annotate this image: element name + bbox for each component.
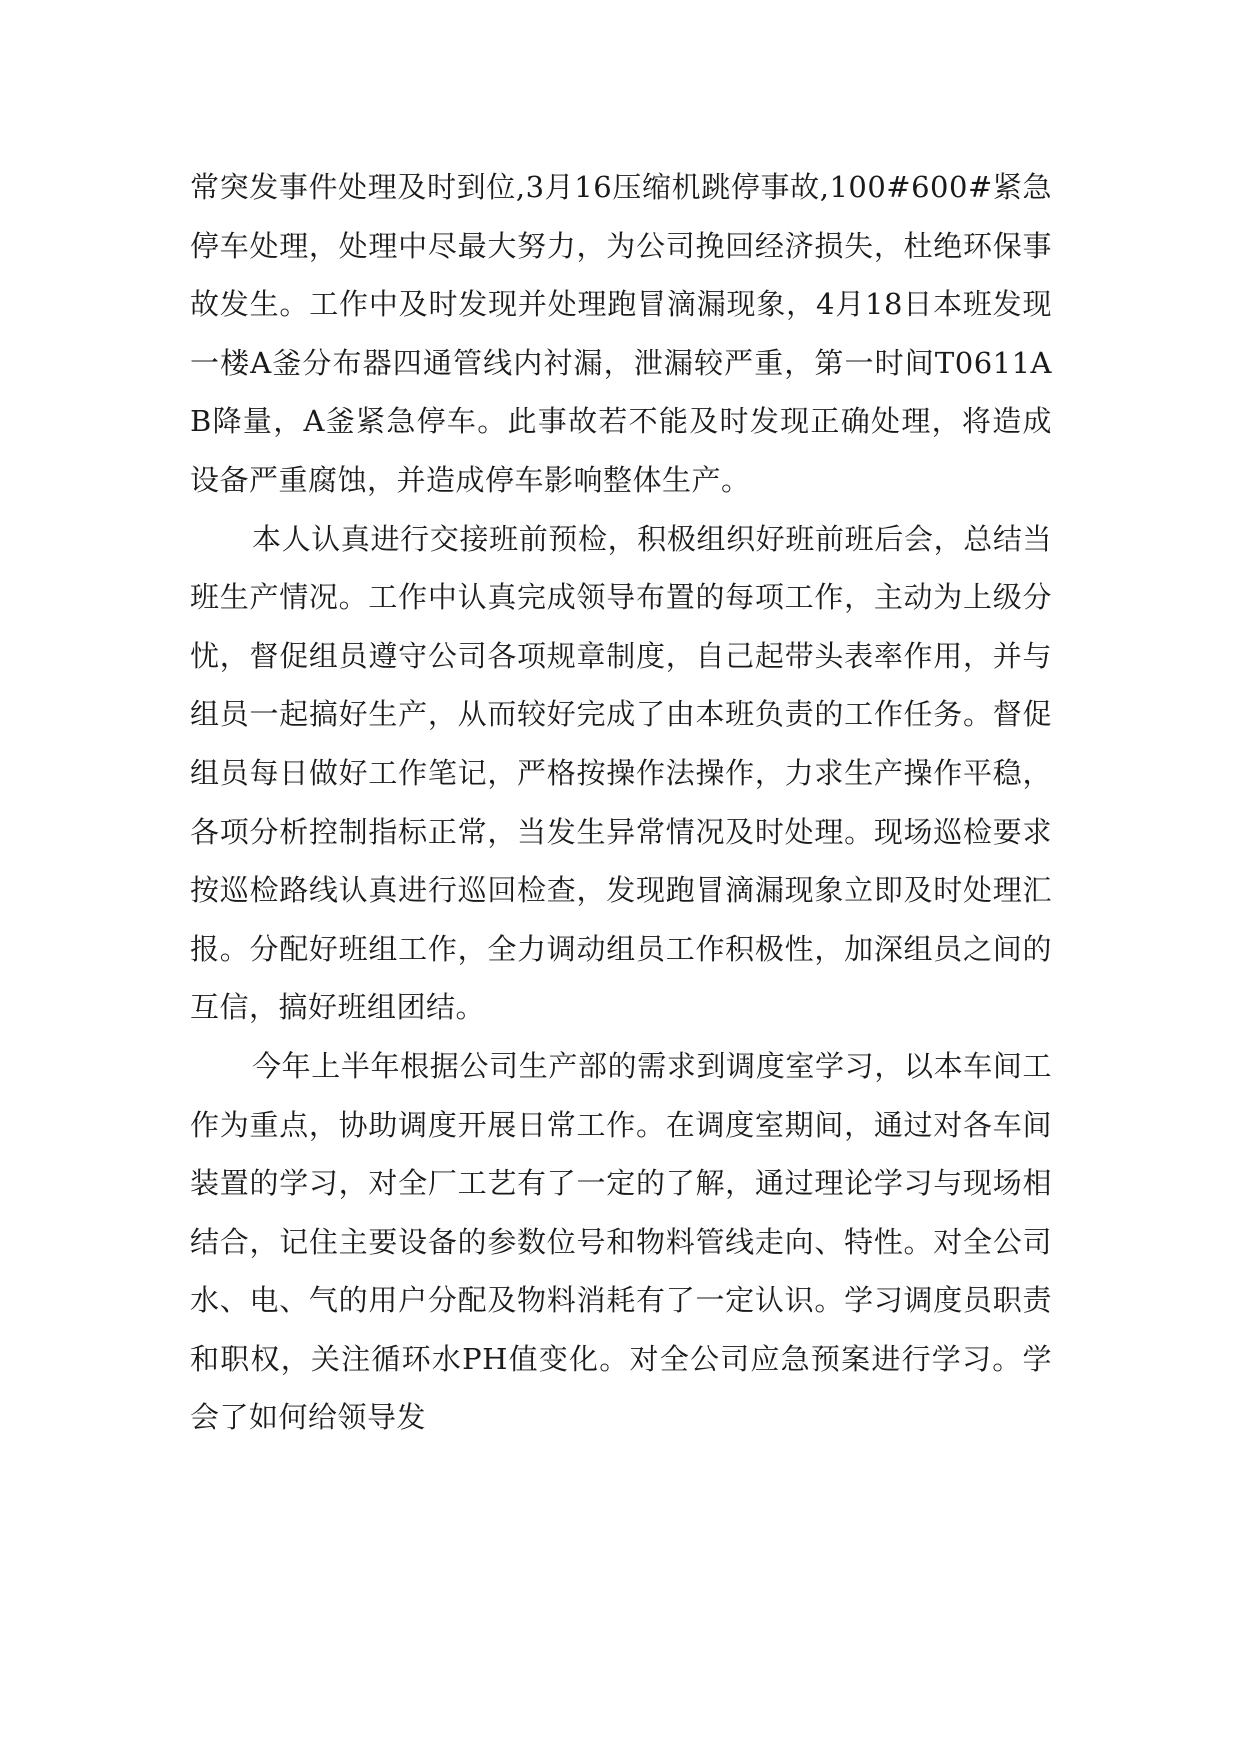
document-body <box>190 158 1052 1447</box>
paragraph-continuation: 常突发事件处理及时到位,3月16压缩机跳停事故,100#600#紧急停车处理，处理中尽最大努力，为公司挽回经济损失，杜绝环保事故发生。工作中及时发现并处理跑冒滴漏现象，4月18日本班发现一楼A釜分布器四通管线内衬漏，泄漏较严重，第一时间T0611AB降量，A釜紧急停车。此事故若不能及时发现正确处理，将造成设备严重腐蚀，并造成停车影响整体生产。 <box>190 170 1052 497</box>
paragraph-shift-duties: 本人认真进行交接班前预检，积极组织好班前班后会，总结当班生产情况。工作中认真完成领导布置的每项工作，主动为上级分忧，督促组员遵守公司各项规章制度，自己起带头表率作用，并与组员一起搞好生产，从而较好完成了由本班负责的工作任务。督促组员每日做好工作笔记，严格按操作法操作，力求生产操作平稳，各项分析控制指标正常，当发生异常情况及时处理。现场巡检要求按巡检路线认真进行巡回检查，发现跑冒滴漏现象立即及时处理汇报。分配好班组工作，全力调动组员工作积极性，加深组员之间的互信，搞好班组团结。 <box>190 521 1052 1025</box>
paragraph-dispatch-study: 今年上半年根据公司生产部的需求到调度室学习，以本车间工作为重点，协助调度开展日常工作。在调度室期间，通过对各车间装置的学习，对全厂工艺有了一定的了解，通过理论学习与现场相结合，记住主要设备的参数位号和物料管线走向、特性。对全公司水、电、气的用户分配及物料消耗有了一定认识。学习调度员职责和职权，关注循环水PH值变化。对全公司应急预案进行学习。学会了如何给领导发 <box>190 1048 1052 1435</box>
